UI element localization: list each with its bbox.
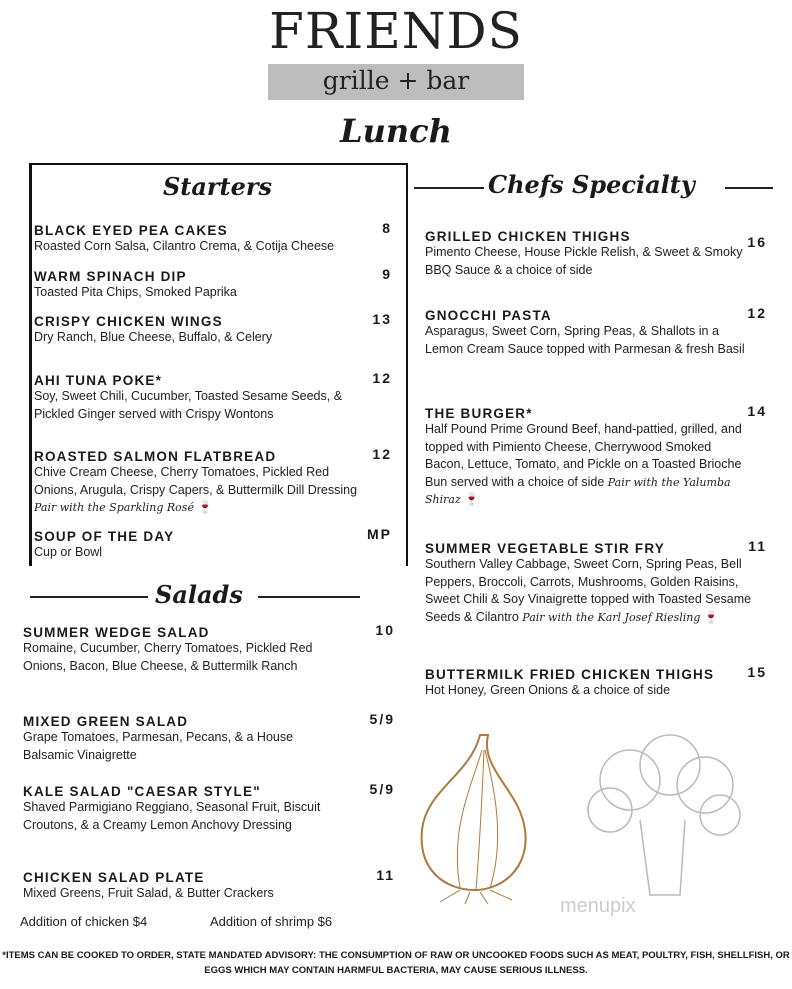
menu-item bbox=[34, 449, 364, 517]
item-desc-text: Toasted Pita Chips, Smoked Paprika bbox=[34, 285, 237, 299]
item-description bbox=[34, 388, 364, 423]
item-name: WARM SPINACH DIP bbox=[34, 269, 187, 284]
advisory-footer: *ITEMS CAN BE COOKED TO ORDER, STATE MANDATED ADVISORY: THE CONSUMPTION OF RAW OR UNCOOKED FOODS SUCH AS MEAT, POULTRY, FISH, SHELLFISH, OR EGGS WHICH MAY CONTAIN HARMFUL BACTERIA, MAY CAUSE SERIOUS ILLNESS. bbox=[2, 950, 790, 976]
divider bbox=[258, 596, 360, 598]
chefs-heading: Chefs Specialty bbox=[488, 170, 695, 199]
item-name: BLACK EYED PEA CAKES bbox=[34, 223, 228, 238]
wine-pairing: Pair with the Sparkling Rosé bbox=[34, 501, 194, 514]
item-name: CRISPY CHICKEN WINGS bbox=[34, 314, 223, 329]
item-price: 16 bbox=[747, 234, 767, 250]
menu-item bbox=[34, 269, 364, 302]
item-price: 9 bbox=[382, 266, 392, 282]
item-price: 12 bbox=[747, 305, 767, 321]
wine-glasses-icon: 🍷 bbox=[703, 609, 719, 624]
item-description bbox=[425, 682, 760, 700]
item-name: KALE SALAD "CAESAR STYLE" bbox=[23, 784, 261, 799]
menu-item bbox=[425, 229, 745, 279]
brand-title: FRIENDS bbox=[269, 2, 523, 60]
divider bbox=[725, 187, 773, 189]
item-price: 8 bbox=[382, 220, 392, 236]
item-description bbox=[23, 885, 323, 903]
item-description bbox=[425, 244, 745, 279]
item-name: GNOCCHI PASTA bbox=[425, 308, 552, 323]
menu-item bbox=[23, 625, 323, 675]
wine-pairing: Pair with the Karl Josef Riesling bbox=[522, 610, 701, 624]
menu-item bbox=[23, 714, 323, 764]
item-name: THE BURGER* bbox=[425, 406, 533, 421]
item-desc-text: Shaved Parmigiano Reggiano, Seasonal Fruit, Biscuit Croutons, & a Creamy Lemon Anchovy Dressing bbox=[23, 800, 321, 832]
item-description bbox=[34, 284, 364, 302]
item-price: 13 bbox=[372, 311, 392, 327]
item-name: GRILLED CHICKEN THIGHS bbox=[425, 229, 631, 244]
item-price: 12 bbox=[372, 370, 392, 386]
item-description bbox=[34, 544, 364, 562]
menu-item bbox=[23, 870, 323, 903]
menu-title: Lunch bbox=[340, 112, 452, 150]
item-description bbox=[425, 421, 745, 509]
item-name: SUMMER WEDGE SALAD bbox=[23, 625, 210, 640]
item-desc-text: Cup or Bowl bbox=[34, 545, 103, 559]
item-description bbox=[23, 729, 323, 764]
menu-item bbox=[34, 314, 364, 347]
brand-subtitle: grille + bar bbox=[268, 64, 524, 100]
item-price: 10 bbox=[375, 622, 395, 638]
item-price: 12 bbox=[372, 446, 392, 462]
divider bbox=[414, 187, 484, 189]
item-desc-text: Hot Honey, Green Onions & a choice of side bbox=[425, 683, 671, 697]
broccoli-illustration bbox=[570, 730, 750, 905]
item-desc-text: Chive Cream Cheese, Cherry Tomatoes, Pickled Red Onions, Arugula, Crispy Capers, & Buttermilk Dill Dressing bbox=[34, 465, 358, 497]
divider bbox=[30, 596, 148, 598]
item-desc-text: Soy, Sweet Chili, Cucumber, Toasted Sesame Seeds, & Pickled Ginger served with Crispy Wontons bbox=[34, 389, 343, 421]
item-desc-text: Half Pound Prime Ground Beef, hand-pattied, grilled, and topped with Pimiento Cheese, Cherrywood Smoked Bacon, Lettuce, Tomato, and Pickle on a Toasted Brioche Bun served with a choice of side bbox=[425, 422, 742, 489]
menu-item bbox=[34, 529, 364, 562]
menu-item bbox=[34, 223, 364, 256]
item-price: 11 bbox=[376, 867, 395, 883]
item-description bbox=[23, 640, 323, 675]
item-price: 5/9 bbox=[369, 711, 395, 727]
menu-item bbox=[425, 541, 760, 626]
add-chicken: Addition of chicken $4 bbox=[20, 914, 148, 929]
item-description bbox=[34, 329, 364, 347]
salads-heading: Salads bbox=[155, 580, 243, 609]
item-price: 5/9 bbox=[369, 781, 395, 797]
item-price: MP bbox=[367, 526, 392, 542]
item-description bbox=[34, 238, 364, 256]
menu-item bbox=[425, 308, 745, 358]
item-price: 14 bbox=[747, 403, 767, 419]
menu-item bbox=[425, 667, 760, 700]
item-name: BUTTERMILK FRIED CHICKEN THIGHS bbox=[425, 667, 715, 682]
item-desc-text: Mixed Greens, Fruit Salad, & Butter Crackers bbox=[23, 886, 274, 900]
item-desc-text: Dry Ranch, Blue Cheese, Buffalo, & Celery bbox=[34, 330, 273, 344]
starters-heading: Starters bbox=[162, 172, 273, 201]
item-desc-text: Grape Tomatoes, Parmesan, Pecans, & a House Balsamic Vinaigrette bbox=[23, 730, 294, 762]
item-description bbox=[425, 323, 745, 358]
item-description bbox=[425, 556, 760, 626]
item-desc-text: Pimento Cheese, House Pickle Relish, & Sweet & Smoky BBQ Sauce & a choice of side bbox=[425, 245, 743, 277]
item-name: SUMMER VEGETABLE STIR FRY bbox=[425, 541, 666, 556]
wine-glasses-icon: 🍷 bbox=[464, 492, 480, 506]
item-name: MIXED GREEN SALAD bbox=[23, 714, 189, 729]
item-desc-text: Asparagus, Sweet Corn, Spring Peas, & Shallots in a Lemon Cream Sauce topped with Parmesan & fresh Basil bbox=[425, 324, 745, 356]
item-name: ROASTED SALMON FLATBREAD bbox=[34, 449, 277, 464]
watermark: menupix bbox=[560, 895, 636, 917]
wine-pairing: Pair with the Yalumba Shiraz bbox=[425, 475, 731, 506]
item-price: 15 bbox=[747, 664, 767, 680]
item-description bbox=[23, 799, 323, 834]
menu-item bbox=[425, 406, 745, 509]
item-name: CHICKEN SALAD PLATE bbox=[23, 870, 205, 885]
item-description bbox=[34, 464, 364, 517]
item-desc-text: Romaine, Cucumber, Cherry Tomatoes, Pickled Red Onions, Bacon, Blue Cheese, & Buttermilk Ranch bbox=[23, 641, 313, 673]
wine-glasses-icon: 🍷 bbox=[197, 500, 213, 514]
onion-illustration bbox=[410, 730, 540, 905]
item-desc-text: Southern Valley Cabbage, Sweet Corn, Spring Peas, Bell Peppers, Broccoli, Carrots, Mushrooms, Golden Raisins, Sweet Chili & Soy Vinaigrette topped with Toasted Sesame Seeds & Cilantro bbox=[425, 557, 752, 624]
menu-item bbox=[34, 373, 364, 423]
item-desc-text: Roasted Corn Salsa, Cilantro Crema, & Cotija Cheese bbox=[34, 239, 335, 253]
add-shrimp: Addition of shrimp $6 bbox=[210, 914, 333, 929]
item-name: SOUP OF THE DAY bbox=[34, 529, 175, 544]
menu-item bbox=[23, 784, 323, 834]
item-price: 11 bbox=[748, 538, 767, 554]
item-name: AHI TUNA POKE* bbox=[34, 373, 163, 388]
